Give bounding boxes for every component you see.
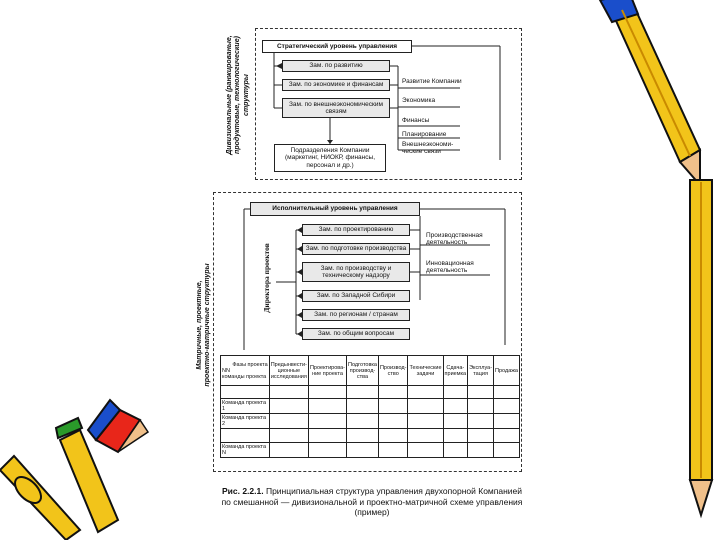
project-directors-label: Директора проектов	[262, 243, 271, 313]
matrix-row-label: Команда проекта 2	[221, 414, 270, 429]
bottom-side-label: Матричные, проектные, проектно-матричные структуры	[196, 263, 212, 387]
top-side-label: Дивизиональные (ранжированые, продуктовые, технологические) структуры	[226, 35, 250, 155]
matrix-phase-header: Эксплуа-тация	[468, 356, 494, 386]
matrix-phase-header: Продажа	[494, 356, 520, 386]
caption-text: Принципиальная структура управления двухопорной Компанией по смешанной — дивизиональной и проектно-матричной схеме управления (пример)	[221, 486, 523, 518]
matrix-row-label: Команда проекта N	[221, 443, 270, 458]
label-innovation-activity: Инновационная деятельность	[426, 260, 474, 275]
matrix-phase-header: Сдача-приемка	[443, 356, 468, 386]
pencil-bottom-left-icon	[0, 400, 148, 540]
deputy-production-box: Зам. по производству и техническому надзору	[302, 262, 410, 282]
executive-level-box: Исполнительный уровень управления	[250, 202, 420, 216]
deputy-general-box: Зам. по общим вопросам	[302, 328, 410, 340]
matrix-phase-header: Технические задачи	[408, 356, 443, 386]
label-finance: Финансы	[402, 117, 430, 124]
matrix-corner-cell: Фазы проекта NN команды проекта	[221, 356, 270, 386]
caption-label: Рис. 2.2.1.	[221, 486, 264, 496]
matrix-row-label: Команда проекта 1	[221, 399, 270, 414]
divisions-box: Подразделения Компании (маркетинг, НИОКР, финансы, персонал и др.)	[274, 144, 386, 172]
deputy-preparation-box: Зам. по подготовке производства	[302, 243, 410, 255]
matrix-phase-header: Проектирова-ние проекта	[308, 356, 346, 386]
label-production-activity: Производственная деятельность	[426, 232, 483, 247]
pencil-top-right-icon	[600, 0, 700, 185]
label-foreign-relations: Внешнеэкономи-ческие связи	[402, 141, 454, 156]
strategic-level-box: Стратегический уровень управления	[262, 40, 412, 53]
deputy-foreign-box: Зам. по внешнеэкономическим связям	[282, 98, 390, 118]
matrix-phase-header: Производ-ство	[378, 356, 408, 386]
deputy-west-siberia-box: Зам. по Западной Сибири	[302, 290, 410, 302]
deputy-development-box: Зам. по развитию	[282, 60, 390, 72]
deputy-economics-box: Зам. по экономике и финансам	[282, 79, 390, 91]
matrix-phase-header: Предынвести-ционные исследования	[269, 356, 308, 386]
label-company-development: Развитие Компании	[402, 78, 462, 85]
deputy-regions-box: Зам. по регионам / странам	[302, 309, 410, 321]
matrix-phase-header: Подготовка производ-ства	[347, 356, 379, 386]
label-economics: Экономика	[402, 97, 436, 104]
deputy-design-box: Зам. по проектированию	[302, 224, 410, 236]
label-planning: Планирование	[402, 131, 447, 138]
pencil-right-icon	[690, 180, 712, 515]
